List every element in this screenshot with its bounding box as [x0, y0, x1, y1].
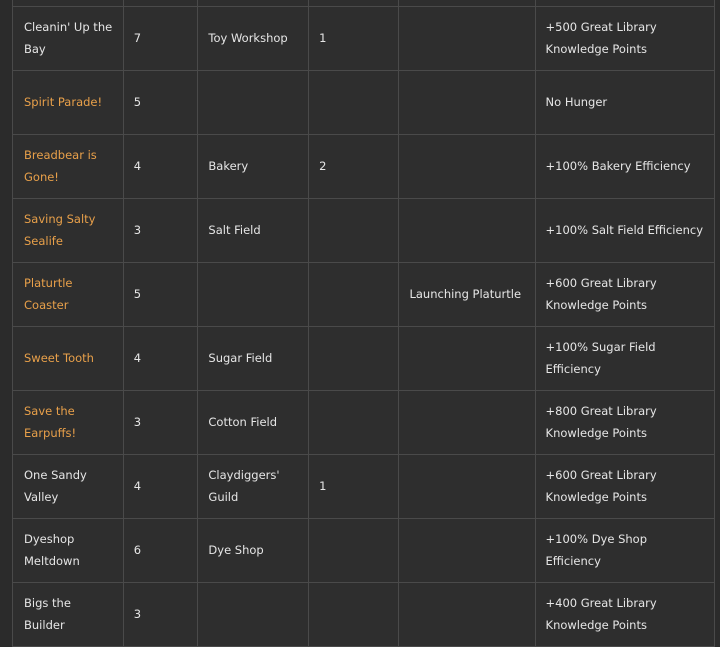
quest-name-cell [13, 7, 124, 71]
quest-unlock-cell [399, 519, 535, 583]
quest-building-cell [198, 71, 309, 135]
quest-unlock-cell [399, 7, 535, 71]
quest-name-cell [13, 391, 124, 455]
quest-unlock-cell [399, 455, 535, 519]
quest-building-cell [198, 583, 309, 647]
quest-building-cell: Salt Field [198, 199, 309, 263]
quest-name-cell [13, 263, 124, 327]
quest-reward-cell: +100% Bakery Efficiency [535, 135, 714, 199]
quest-name-cell [13, 519, 124, 583]
quest-level-cell: 3 [123, 583, 198, 647]
table-row [13, 327, 715, 391]
quest-name: Bigs the Builder [24, 596, 71, 632]
quest-reward-cell: No Hunger [535, 71, 714, 135]
table-row [13, 263, 715, 327]
quest-level-cell: 3 [123, 391, 198, 455]
quest-level-cell: 4 [123, 327, 198, 391]
quest-name-cell [13, 199, 124, 263]
quest-level-cell: 5 [123, 263, 198, 327]
quest-building-cell: Dye Shop [198, 519, 309, 583]
quest-count-cell [309, 327, 399, 391]
quest-name-link[interactable]: Save the Earpuffs! [24, 404, 77, 440]
quest-name-cell [13, 327, 124, 391]
quest-table-container [12, 0, 715, 647]
quest-reward-cell: +500 Great Library Knowledge Points [535, 7, 714, 71]
quest-level-cell: 4 [123, 455, 198, 519]
quest-name: Cleanin' Up the Bay [24, 20, 113, 56]
quest-building-cell: Bakery [198, 135, 309, 199]
quest-level-cell: 5 [123, 71, 198, 135]
quest-unlock-cell [399, 391, 535, 455]
table-row [13, 199, 715, 263]
quest-unlock-cell [399, 71, 535, 135]
quest-name-cell [13, 583, 124, 647]
quest-building-cell: Cotton Field [198, 391, 309, 455]
quest-name-link[interactable]: Spirit Parade! [24, 94, 103, 109]
table-row [13, 391, 715, 455]
quest-reward-cell: +100% Sugar Field Efficiency [535, 327, 714, 391]
quest-name-link[interactable]: Breadbear is Gone! [24, 148, 97, 184]
quest-unlock-cell [399, 583, 535, 647]
table-row [13, 7, 715, 71]
quest-level-cell: 6 [123, 519, 198, 583]
quest-name-link[interactable]: Saving Salty Sealife [24, 212, 96, 248]
quest-unlock-cell [399, 327, 535, 391]
table-row [13, 583, 715, 647]
quest-unlock-cell [399, 199, 535, 263]
quest-reward-cell: +400 Great Library Knowledge Points [535, 583, 714, 647]
quest-count-cell [309, 391, 399, 455]
quest-unlock-cell: Launching Platurtle [399, 263, 535, 327]
quest-count-cell: 1 [309, 455, 399, 519]
table-row [13, 455, 715, 519]
quest-building-cell: Toy Workshop [198, 7, 309, 71]
quest-name-cell [13, 71, 124, 135]
quest-reward-cell: +100% Dye Shop Efficiency [535, 519, 714, 583]
quest-count-cell [309, 519, 399, 583]
quest-reward-cell: +100% Salt Field Efficiency [535, 199, 714, 263]
table-row [13, 135, 715, 199]
quest-count-cell [309, 583, 399, 647]
quest-name-cell [13, 455, 124, 519]
quest-count-cell [309, 199, 399, 263]
quest-name: One Sandy Valley [24, 468, 87, 504]
quest-building-cell: Claydiggers' Guild [198, 455, 309, 519]
quest-reward-cell: +600 Great Library Knowledge Points [535, 263, 714, 327]
table-row [13, 519, 715, 583]
table-row [13, 71, 715, 135]
quest-name-link[interactable]: Sweet Tooth [24, 350, 94, 365]
quest-level-cell: 3 [123, 199, 198, 263]
quest-name: Dyeshop Meltdown [24, 532, 80, 568]
quest-level-cell: 7 [123, 7, 198, 71]
quest-unlock-cell [399, 135, 535, 199]
quest-count-cell: 1 [309, 7, 399, 71]
quest-reward-cell: +600 Great Library Knowledge Points [535, 455, 714, 519]
quest-name-link[interactable]: Platurtle Coaster [24, 276, 73, 312]
quest-building-cell: Sugar Field [198, 327, 309, 391]
quest-count-cell: 2 [309, 135, 399, 199]
quest-count-cell [309, 71, 399, 135]
quest-reward-cell: +800 Great Library Knowledge Points [535, 391, 714, 455]
quest-level-cell: 4 [123, 135, 198, 199]
quest-table [12, 0, 715, 647]
quest-table-body [13, 0, 715, 647]
quest-name-cell [13, 135, 124, 199]
quest-count-cell [309, 263, 399, 327]
quest-building-cell [198, 263, 309, 327]
